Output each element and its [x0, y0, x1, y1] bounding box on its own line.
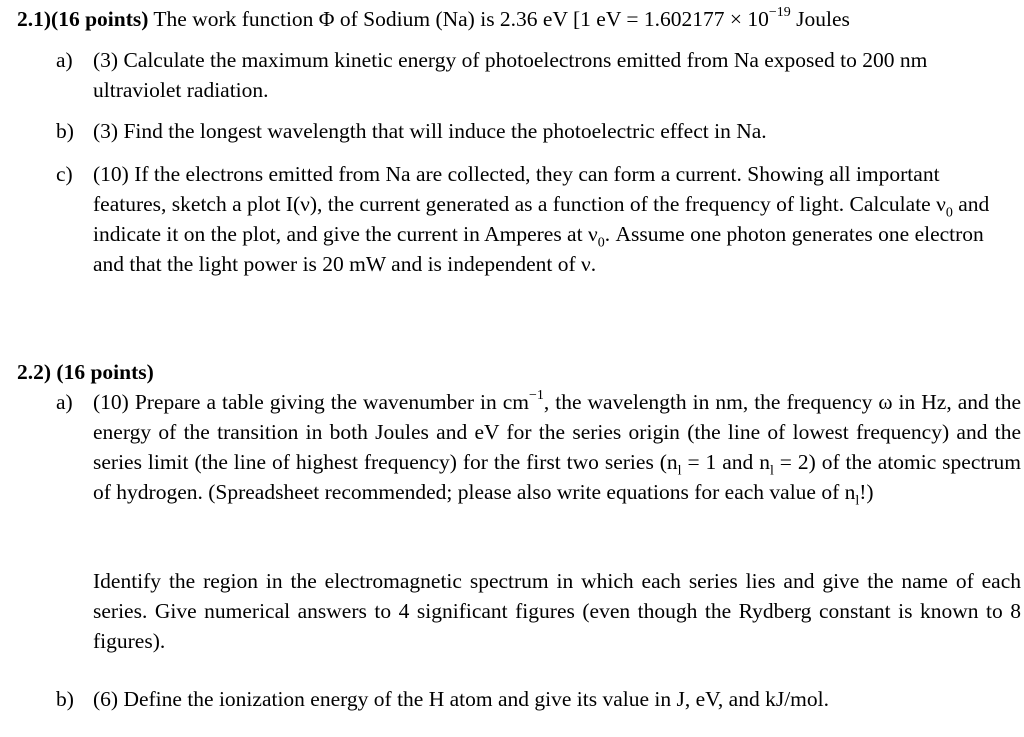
n-subscript: l	[677, 463, 682, 479]
part-a-text: (3) Calculate the maximum kinetic energy of photoelectrons emitted from Na exposed to 200 nm ultraviolet radiation.	[93, 48, 928, 102]
nu-subscript: 0	[945, 205, 953, 221]
statement-text: The work function	[153, 7, 319, 31]
problem-number: 2.1)	[17, 7, 52, 31]
nu-subscript: 0	[597, 235, 605, 251]
statement-text: of Sodium (Na) is 2.36 eV [1 eV = 1.602177 × 10	[334, 7, 769, 31]
part-b-text: (3) Find the longest wavelength that will induce the photoelectric effect in Na.	[93, 119, 767, 143]
part-label-a: a)	[56, 390, 73, 414]
part-label-b: b)	[56, 687, 74, 711]
part-c-text-3: . Assume one photon generates one electron and that the light power is 20 mW and is independent of ν.	[93, 222, 984, 276]
n-subscript: l	[769, 463, 774, 479]
problem-2-2-heading: 2.2) (16 points)	[17, 360, 154, 384]
exponent: −1	[529, 387, 544, 403]
problem-points: (16 points)	[51, 7, 149, 31]
part-a-text-5: !)	[859, 480, 874, 504]
part-label-b: b)	[56, 119, 74, 143]
part-c-text	[93, 159, 1015, 279]
part-a-text-1: (10) Prepare a table giving the wavenumber in cm	[93, 390, 529, 414]
part-label-a: a)	[56, 48, 73, 72]
part-a-text	[93, 387, 1021, 507]
phi-symbol: Φ	[318, 7, 335, 31]
problem-2-1-statement	[17, 4, 850, 34]
part-a-text-2: , the wavelength in nm, the frequency ω in Hz, and the energy of the transition in both Joules and eV for the series origin (the line of lowest frequency) and the series limit (the line of highest frequency) for the first two series (n	[93, 390, 1021, 474]
part-a-text-3: = 1 and n	[681, 450, 770, 474]
n-subscript: l	[855, 493, 860, 509]
part-c-text-2: and indicate it on the plot, and give the current in Amperes at ν	[93, 192, 990, 246]
part-b-text: (6) Define the ionization energy of the H atom and give its value in J, eV, and kJ/mol.	[93, 687, 830, 711]
statement-text: Joules	[790, 7, 850, 31]
exponent: −19	[768, 4, 791, 20]
part-a-text-4: = 2) of the atomic spectrum of hydrogen. (Spreadsheet recommended; please also write equations for each value of n	[93, 450, 1021, 504]
part-a-paragraph-2: Identify the region in the electromagnetic spectrum in which each series lies and give the name of each series. Give numerical answers to 4 significant figures (even though the Rydberg constant is known to 8 figures).	[93, 569, 1021, 653]
part-label-c: c)	[56, 162, 73, 186]
part-c-text-1: (10) If the electrons emitted from Na are collected, they can form a current. Showing all important features, sketch a plot I(ν), the current generated as a function of the frequency of light. Calculate ν	[93, 162, 946, 216]
